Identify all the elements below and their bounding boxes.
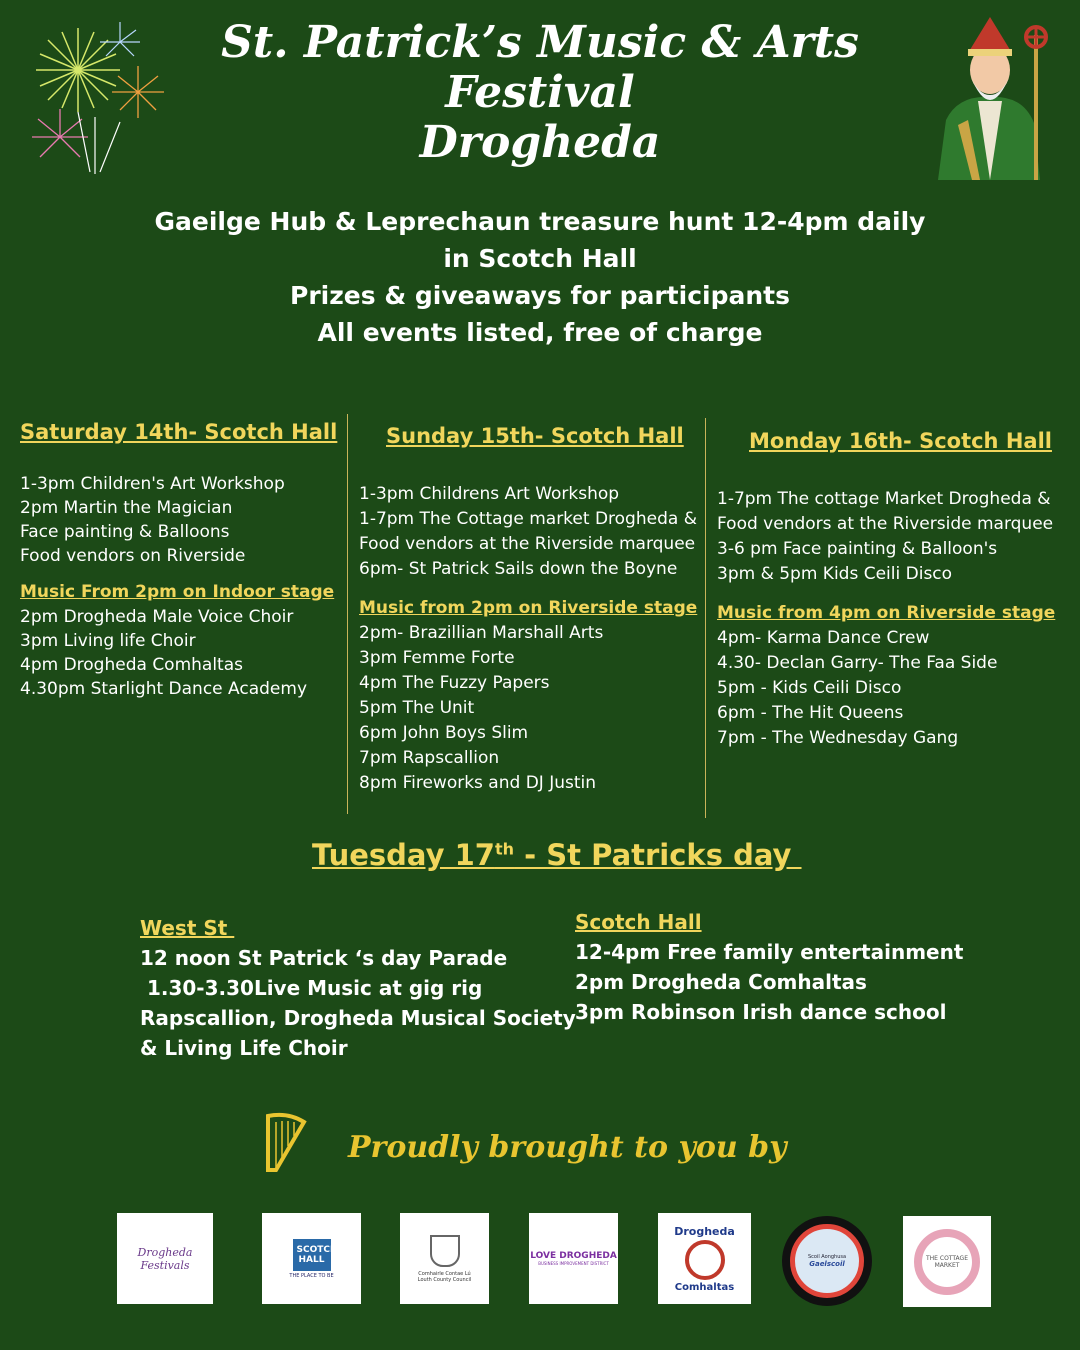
list-item: 1-3pm Childrens Art Workshop <box>359 484 620 504</box>
list-item: Face painting & Balloons <box>20 522 230 542</box>
list-item: 8pm Fireworks and DJ Justin <box>359 773 597 793</box>
logo-subtext: Comhaltas <box>674 1281 735 1293</box>
list-item: 1-7pm The cottage Market Drogheda & <box>717 489 1051 509</box>
intro-line: All events listed, free of charge <box>317 318 763 347</box>
list-item: 1.30-3.30Live Music at gig rig <box>140 976 483 1000</box>
list-item: 5pm - Kids Ceili Disco <box>717 678 902 698</box>
list-item: 3pm Femme Forte <box>359 648 515 668</box>
title-line-1: St. Patrick’s Music & Arts <box>221 17 859 68</box>
page-title <box>180 18 900 168</box>
west-st-heading: West St <box>140 916 235 940</box>
intro-line: Gaeilge Hub & Leprechaun treasure hunt 12-4pm daily <box>154 207 926 236</box>
intro-line: Prizes & giveaways for participants <box>290 281 790 310</box>
monday-column <box>717 427 1067 751</box>
logo-comhaltas <box>658 1213 751 1304</box>
list-item: 1-3pm Children's Art Workshop <box>20 474 285 494</box>
sponsors-heading: Proudly brought to you by <box>348 1130 787 1165</box>
logo-text: Drogheda <box>674 1224 735 1238</box>
list-item: 7pm Rapscallion <box>359 748 500 768</box>
list-item: 4.30- Declan Garry- The Faa Side <box>717 653 998 673</box>
flower-wreath-icon <box>914 1229 980 1295</box>
fireworks-icon <box>20 12 170 177</box>
list-item: 1-7pm The Cottage market Drogheda & <box>359 509 697 529</box>
sunday-music-heading: Music from 2pm on Riverside stage <box>359 598 698 618</box>
saint-patrick-icon <box>928 15 1058 180</box>
column-divider <box>347 414 348 814</box>
list-item: Food vendors at the Riverside marquee <box>359 534 696 554</box>
comhaltas-emblem-icon <box>685 1240 725 1280</box>
logo-love-drogheda <box>529 1213 618 1304</box>
saturday-music-heading: Music From 2pm on Indoor stage <box>20 582 335 602</box>
logo-text: SCOTCH HALL <box>293 1239 331 1271</box>
logo-text: Drogheda Festivals <box>137 1245 193 1272</box>
list-item: 6pm- St Patrick Sails down the Boyne <box>359 559 678 579</box>
list-item: Food vendors on Riverside <box>20 546 246 566</box>
monday-heading: Monday 16th- Scotch Hall <box>749 429 1052 453</box>
list-item: 3-6 pm Face painting & Balloon's <box>717 539 998 559</box>
list-item: 12 noon St Patrick ‘s day Parade <box>140 946 508 970</box>
list-item: 2pm- Brazillian Marshall Arts <box>359 623 604 643</box>
list-item: 3pm & 5pm Kids Ceili Disco <box>717 564 953 584</box>
logo-cottage-market <box>903 1216 991 1307</box>
scotch-hall-heading: Scotch Hall <box>575 910 702 934</box>
tuesday-heading-suffix: th <box>494 839 515 859</box>
scotch-hall-section <box>575 907 995 1027</box>
tuesday-heading-day: Tuesday 17 <box>312 838 495 872</box>
logo-scotch-hall <box>262 1213 361 1304</box>
list-item: 2pm Drogheda Comhaltas <box>575 970 867 994</box>
tuesday-heading <box>312 838 802 872</box>
monday-music-heading: Music from 4pm on Riverside stage <box>717 603 1056 623</box>
title-line-3: Drogheda <box>419 117 661 168</box>
list-item: 2pm Drogheda Male Voice Choir <box>20 607 294 627</box>
list-item: 5pm The Unit <box>359 698 475 718</box>
crest-icon <box>430 1235 460 1267</box>
saturday-column <box>20 418 340 701</box>
gaelscoil-ring <box>790 1224 864 1298</box>
list-item: 7pm - The Wednesday Gang <box>717 728 959 748</box>
list-item: Rapscallion, Drogheda Musical Society <box>140 1006 576 1030</box>
logo-louth-council <box>400 1213 489 1304</box>
list-item: 4pm The Fuzzy Papers <box>359 673 550 693</box>
list-item: 6pm John Boys Slim <box>359 723 529 743</box>
sunday-heading: Sunday 15th- Scotch Hall <box>386 424 684 448</box>
list-item: 12-4pm Free family entertainment <box>575 940 964 964</box>
logo-subtext: Gaelscoil <box>809 1260 845 1268</box>
column-divider <box>705 418 706 818</box>
west-st-section <box>140 913 576 1063</box>
logo-drogheda-festivals <box>117 1213 213 1304</box>
list-item: & Living Life Choir <box>140 1036 348 1060</box>
list-item: 4pm- Karma Dance Crew <box>717 628 930 648</box>
list-item: 3pm Robinson Irish dance school <box>575 1000 947 1024</box>
logo-text: Comhairle Contae Lú <box>418 1270 471 1277</box>
list-item: 4pm Drogheda Comhaltas <box>20 655 244 675</box>
logo-subtext: Louth County Council <box>417 1276 472 1283</box>
intro-line: in Scotch Hall <box>443 244 637 273</box>
logo-text: THE COTTAGE MARKET <box>926 1254 968 1269</box>
intro-text <box>100 203 980 351</box>
logo-text: LOVE DROGHEDA <box>530 1251 617 1261</box>
list-item: Food vendors at the Riverside marquee <box>717 514 1054 534</box>
list-item: 3pm Living life Choir <box>20 631 196 651</box>
list-item: 4.30pm Starlight Dance Academy <box>20 679 308 699</box>
logo-subtext: BUSINESS IMPROVEMENT DISTRICT <box>538 1261 609 1266</box>
sunday-column <box>359 422 699 796</box>
title-line-2: Festival <box>445 67 635 118</box>
list-item: 6pm - The Hit Queens <box>717 703 904 723</box>
tuesday-heading-title: - St Patricks day <box>514 838 802 872</box>
logo-gaelscoil <box>782 1216 872 1306</box>
list-item: 2pm Martin the Magician <box>20 498 233 518</box>
logo-text: Scoil Aonghusa <box>807 1254 847 1260</box>
harp-icon <box>262 1112 308 1174</box>
saturday-heading: Saturday 14th- Scotch Hall <box>20 420 338 444</box>
logo-subtext: THE PLACE TO BE <box>289 1272 334 1279</box>
